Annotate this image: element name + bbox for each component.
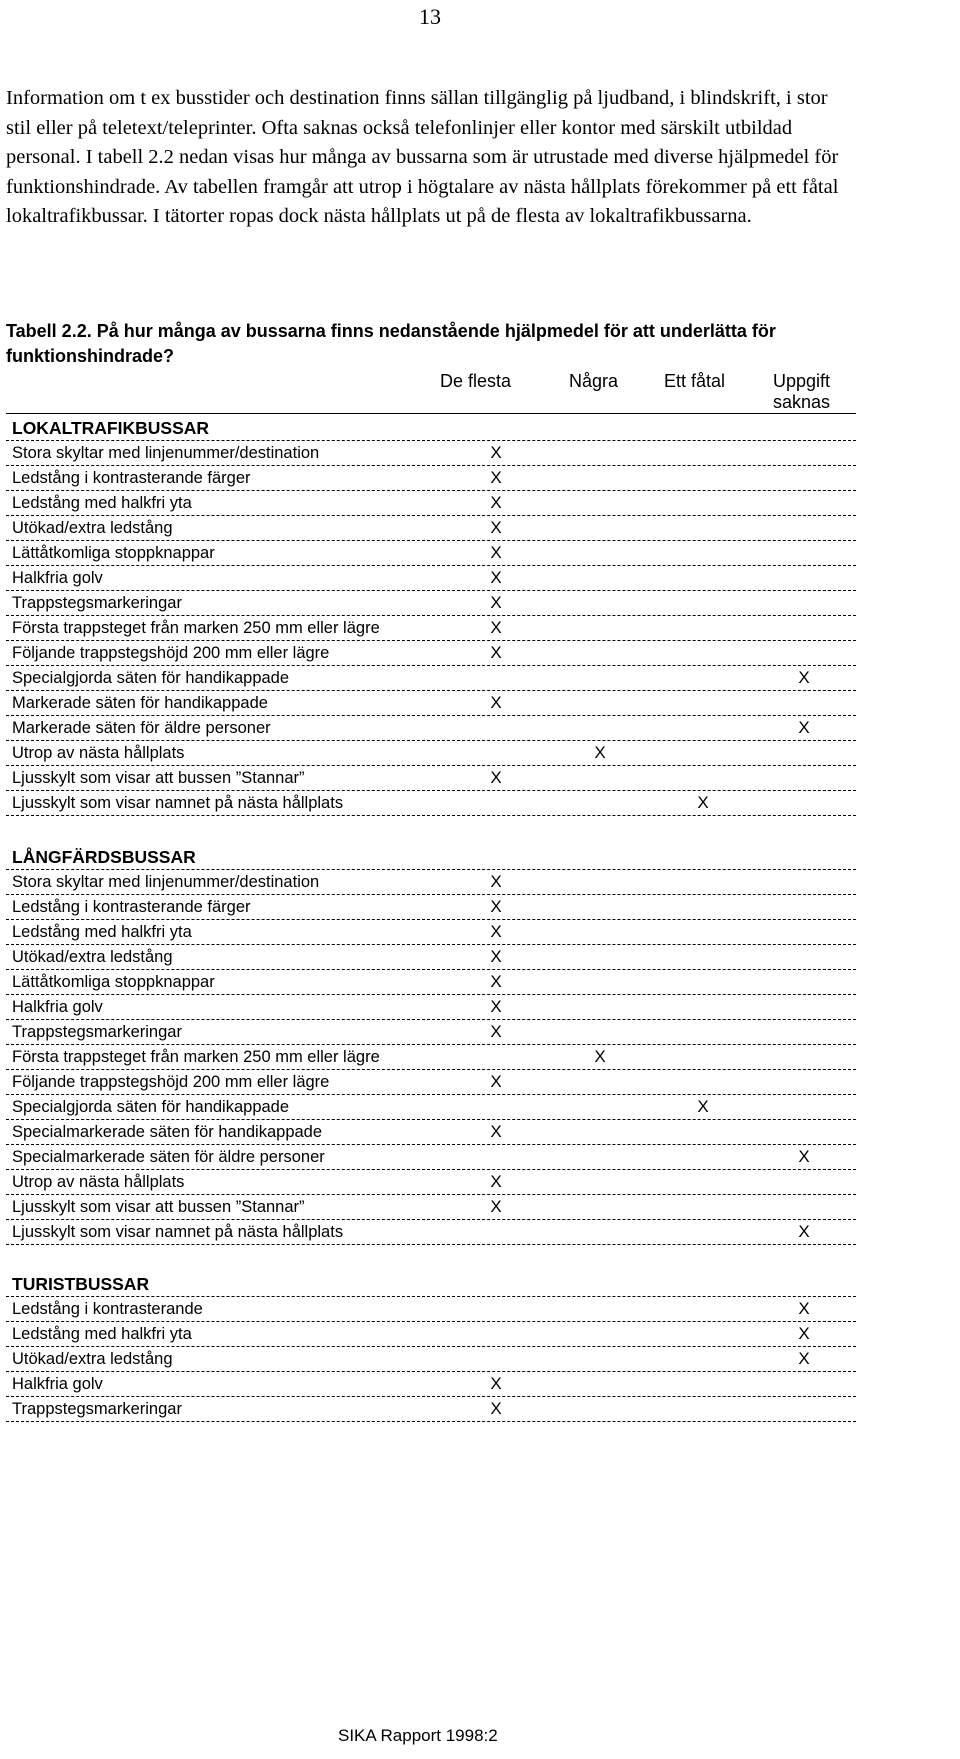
row-mark: X [490,1022,502,1041]
table-row [6,995,856,1020]
row-label: Stora skyltar med linjenummer/destination [12,873,320,891]
row-mark: X [697,793,709,812]
table-row [6,1020,856,1045]
row-label: Följande trappstegshöjd 200 mm eller lägre [12,1073,330,1091]
row-label: Utrop av nästa hållplats [12,1173,185,1191]
row-mark: X [490,693,502,712]
row-label: Trappstegsmarkeringar [12,1023,182,1041]
row-mark: X [798,1222,810,1241]
table-row [6,945,856,970]
row-label: Ledstång med halkfri yta [12,923,192,941]
row-mark: X [490,1374,502,1393]
row-label: Specialmarkerade säten för äldre personer [12,1148,325,1166]
intro-paragraph: Information om t ex busstider och destination finns sällan tillgänglig på ljudband, i blindskrift, i stor stil eller på teletext/teleprinter. Ofta saknas också telefonlinjer eller kontor med särskilt utbildad personal. I tabell 2.2 nedan visas hur många av bussarna som är utrustade med diverse hjälpmedel för funktionshindrade. Av tabellen framgår att utrop i högtalare av nästa hållplats förekommer på ett fåtal lokaltrafikbussar. I tätorter ropas dock nästa hållplats ut på de flesta av lokaltrafikbussarna. [6,87,839,227]
row-mark: X [490,997,502,1016]
column-header-nagra: Några [569,371,619,391]
row-mark: X [798,1349,810,1368]
row-mark: X [490,922,502,941]
row-mark: X [490,1122,502,1141]
row-mark: X [798,1147,810,1166]
table-row [6,666,856,691]
row-label: Utökad/extra ledstång [12,519,173,537]
row-label: Halkfria golv [12,998,103,1016]
table-row [6,1120,856,1145]
section-title: LÅNGFÄRDSBUSSAR [6,845,856,870]
table-row [6,1070,856,1095]
table-row [6,441,856,466]
table-row [6,1195,856,1220]
table-row [6,970,856,995]
row-label: Ledstång i kontrasterande färger [12,469,251,487]
row-label: Lättåtkomliga stoppknappar [12,544,215,562]
table-row [6,1095,856,1120]
table-row [6,566,856,591]
row-mark: X [490,543,502,562]
row-label: Specialmarkerade säten för handikappade [12,1123,323,1141]
row-mark: X [490,1197,502,1216]
row-mark: X [490,568,502,587]
section-langfardsbussar [6,845,856,1245]
column-header-de-flesta: De flesta [440,371,512,391]
table-row [6,1347,856,1372]
row-label: Följande trappstegshöjd 200 mm eller lägre [12,644,330,662]
row-mark: X [490,618,502,637]
column-header-uppgift-saknas: Uppgift saknas [773,371,831,412]
section-turistbussar [6,1272,856,1422]
row-label: Halkfria golv [12,1375,103,1393]
section-title: TURISTBUSSAR [6,1272,856,1297]
page-number: 13 [419,4,441,29]
row-mark: X [490,872,502,891]
row-mark: X [490,593,502,612]
row-mark: X [798,668,810,687]
table-row [6,1297,856,1322]
row-mark: X [490,897,502,916]
row-mark: X [490,1172,502,1191]
row-mark: X [798,1324,810,1343]
table-row [6,1372,856,1397]
table-row [6,1322,856,1347]
table-row [6,691,856,716]
table-row [6,1220,856,1245]
row-mark: X [490,493,502,512]
row-label: Stora skyltar med linjenummer/destination [12,444,320,462]
row-mark: X [697,1097,709,1116]
row-label: Markerade säten för äldre personer [12,719,271,737]
table-row [6,1145,856,1170]
row-label: Trappstegsmarkeringar [12,1400,182,1418]
row-label: Ledstång med halkfri yta [12,494,192,512]
table-row [6,1045,856,1070]
table-row [6,920,856,945]
row-label: Ljusskylt som visar att bussen ”Stannar” [12,1198,305,1216]
row-label: Ledstång i kontrasterande färger [12,898,251,916]
table-row [6,516,856,541]
row-mark: X [490,768,502,787]
table-row [6,541,856,566]
row-label: Första trappsteget från marken 250 mm eller lägre [12,1048,380,1066]
row-label: Specialgjorda säten för handikappade [12,1098,290,1116]
row-mark: X [490,468,502,487]
row-label: Ljusskylt som visar att bussen ”Stannar” [12,769,305,787]
section-title: LOKALTRAFIKBUSSAR [6,416,856,441]
row-label: Ledstång i kontrasterande [12,1300,203,1318]
row-label: Ljusskylt som visar namnet på nästa hållplats [12,794,344,812]
table-row [6,716,856,741]
row-label: Ledstång med halkfri yta [12,1325,192,1343]
column-header-ett-fatal: Ett fåtal [664,371,726,391]
footer-report-id: SIKA Rapport 1998:2 [338,1726,498,1745]
row-label: Ljusskylt som visar namnet på nästa hållplats [12,1223,344,1241]
row-label: Utökad/extra ledstång [12,948,173,966]
row-mark: X [798,1299,810,1318]
row-mark: X [490,643,502,662]
table-row [6,641,856,666]
table-row [6,466,856,491]
table-row [6,1170,856,1195]
row-label: Trappstegsmarkeringar [12,594,182,612]
row-mark: X [490,443,502,462]
header-rule [6,413,856,414]
table-row [6,591,856,616]
row-label: Utrop av nästa hållplats [12,744,185,762]
section-lokaltrafikbussar [6,416,856,816]
row-label: Specialgjorda säten för handikappade [12,669,290,687]
table-row [6,791,856,816]
row-label: Första trappsteget från marken 250 mm eller lägre [12,619,380,637]
row-label: Utökad/extra ledstång [12,1350,173,1368]
table-row [6,766,856,791]
row-mark: X [490,1399,502,1418]
row-label: Lättåtkomliga stoppknappar [12,973,215,991]
row-label: Markerade säten för handikappade [12,694,268,712]
row-mark: X [490,947,502,966]
row-mark: X [594,743,606,762]
table-row [6,616,856,641]
table-row [6,1397,856,1422]
row-mark: X [798,718,810,737]
table-caption: Tabell 2.2. På hur många av bussarna finns nedanstående hjälpmedel för att underlätta för funktionshindrade? [6,321,776,366]
row-mark: X [490,1072,502,1091]
table-row [6,491,856,516]
row-mark: X [594,1047,606,1066]
row-mark: X [490,972,502,991]
row-mark: X [490,518,502,537]
row-label: Halkfria golv [12,569,103,587]
table-row [6,741,856,766]
table-row [6,870,856,895]
table-row [6,895,856,920]
